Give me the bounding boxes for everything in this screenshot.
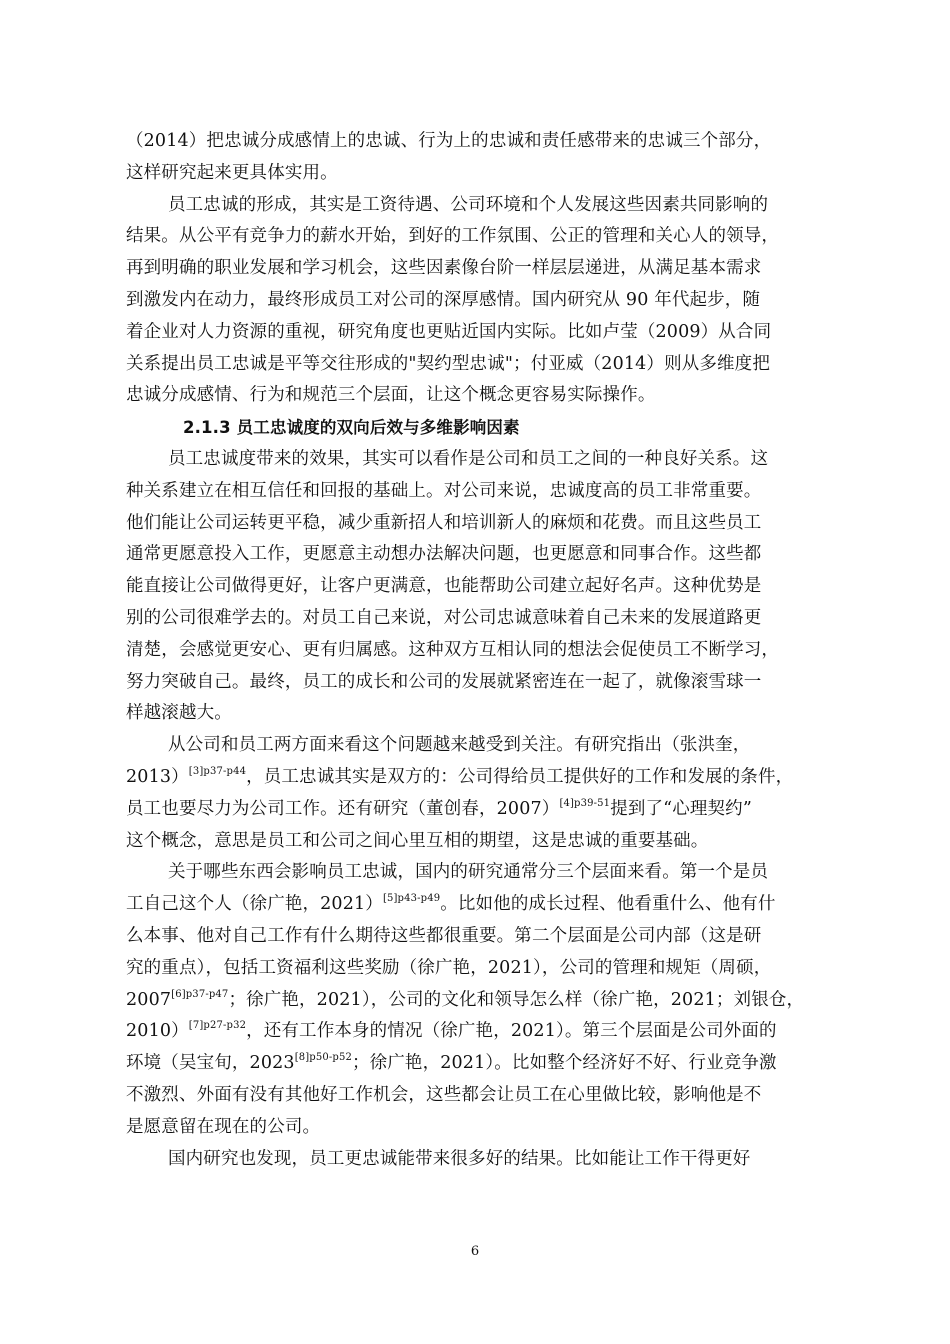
- text-line: 清楚，会感觉更安心、更有归属感。这种双方互相认同的想法会促使员工不断学习，: [126, 639, 780, 660]
- text-line: 员工忠诚度带来的效果，其实可以看作是公司和员工之间的一种良好关系。这: [168, 448, 769, 469]
- text-run: ，还有工作本身的情况（徐广艳，2021）。第三个层面是公司外面的: [246, 1021, 777, 1042]
- text-line: 究的重点），包括工资福利这些奖励（徐广艳，2021），公司的管理和规矩（周硕，: [126, 957, 772, 978]
- text-line: [126, 762, 826, 794]
- citation-ref: [6]p37-p47: [171, 988, 229, 1000]
- text-line: [126, 889, 826, 921]
- text-line: [126, 985, 826, 1017]
- text-line: 忠诚分成感情、行为和规范三个层面，让这个概念更容易实际操作。: [126, 385, 656, 406]
- citation-ref: [8]p50-p52: [294, 1052, 352, 1064]
- section-heading: 2.1.3 员工忠诚度的双向后效与多维影响因素: [183, 418, 520, 438]
- text-line: 么本事、他对自己工作有什么期待这些都很重要。第二个层面是公司内部（这是研: [126, 925, 762, 946]
- text-line: 着企业对人力资源的重视，研究角度也更贴近国内实际。比如卢莹（2009）从合同: [126, 321, 772, 342]
- text-run: ，员工忠诚其实是双方的：公司得给员工提供好的工作和发展的条件，: [246, 766, 794, 787]
- text-line: 种关系建立在相互信任和回报的基础上。对公司来说，忠诚度高的员工非常重要。: [126, 480, 762, 501]
- text-line: 从公司和员工两方面来看这个问题越来越受到关注。有研究指出（张洪奎，: [168, 735, 751, 756]
- text-run: 2007: [126, 989, 172, 1010]
- text-line: 是愿意留在现在的公司。: [126, 1116, 321, 1137]
- body-text: [126, 126, 826, 1175]
- text-line: 关于哪些东西会影响员工忠诚，国内的研究通常分三个层面来看。第一个是员: [168, 862, 769, 883]
- text-line: 到激发内在动力，最终形成员工对公司的深厚感情。国内研究从 90 年代起步，随: [126, 289, 761, 310]
- text-line: 努力突破自己。最终，员工的成长和公司的发展就紧密连在一起了，就像滚雪球一: [126, 671, 762, 692]
- text-line: 员工忠诚的形成，其实是工资待遇、公司环境和个人发展这些因素共同影响的: [168, 194, 769, 215]
- text-run: 提到了“心理契约”: [610, 798, 752, 819]
- text-run: 2010）: [126, 1021, 189, 1042]
- text-run: ；徐广艳，2021）。比如整个经济好不好、行业竞争激: [351, 1053, 777, 1074]
- citation-ref: [3]p37-p44: [188, 766, 247, 778]
- text-line: 这个概念，意思是员工和公司之间心里互相的期望，这是忠诚的重要基础。: [126, 830, 709, 851]
- text-line: 结果。从公平有竞争力的薪水开始，到好的工作氛围、公正的管理和关心人的领导，: [126, 226, 780, 247]
- text-run: 员工也要尽力为公司工作。还有研究（董创春，2007）: [126, 798, 560, 819]
- text-run: 。比如他的成长过程、他看重什么、他有什: [440, 894, 776, 915]
- citation-ref: [5]p43-p49: [382, 893, 441, 905]
- text-line: [126, 1016, 826, 1048]
- text-run: 工自己这个人（徐广艳，2021）: [126, 894, 383, 915]
- text-line: 国内研究也发现，员工更忠诚能带来很多好的结果。比如能让工作干得更好: [168, 1148, 751, 1169]
- text-run: 2013）: [126, 766, 189, 787]
- text-run: ；徐广艳，2021），公司的文化和领导怎么样（徐广艳，2021；刘银仓，: [228, 989, 805, 1010]
- text-line: 这样研究起来更具体实用。: [126, 162, 338, 183]
- text-line: 能直接让公司做得更好，让客户更满意，也能帮助公司建立起好名声。这种优势是: [126, 576, 762, 597]
- text-line: （2014）把忠诚分成感情上的忠诚、行为上的忠诚和责任感带来的忠诚三个部分，: [126, 131, 772, 151]
- text-line: 样越滚越大。: [126, 703, 232, 724]
- text-line: 他们能让公司运转更平稳，减少重新招人和培训新人的麻烦和花费。而且这些员工: [126, 512, 762, 533]
- text-run: 环境（吴宝旬，2023: [126, 1053, 295, 1074]
- text-line: 关系提出员工忠诚是平等交往形成的"契约型忠诚"；付亚威（2014）则从多维度把: [126, 353, 770, 374]
- text-line: 别的公司很难学去的。对员工自己来说，对公司忠诚意味着自己未来的发展道路更: [126, 607, 762, 628]
- text-line: 再到明确的职业发展和学习机会，这些因素像台阶一样层层递进，从满足基本需求: [126, 258, 762, 279]
- text-line: 通常更愿意投入工作，更愿意主动想办法解决问题，也更愿意和同事合作。这些都: [126, 544, 762, 565]
- page-number: 6: [470, 1244, 480, 1259]
- text-line: [126, 1048, 826, 1080]
- citation-ref: [4]p39-51: [559, 797, 611, 809]
- text-line: [126, 794, 826, 826]
- citation-ref: [7]p27-p32: [188, 1020, 247, 1032]
- text-line: 不激烈、外面有没有其他好工作机会，这些都会让员工在心里做比较，影响他是不: [126, 1084, 762, 1105]
